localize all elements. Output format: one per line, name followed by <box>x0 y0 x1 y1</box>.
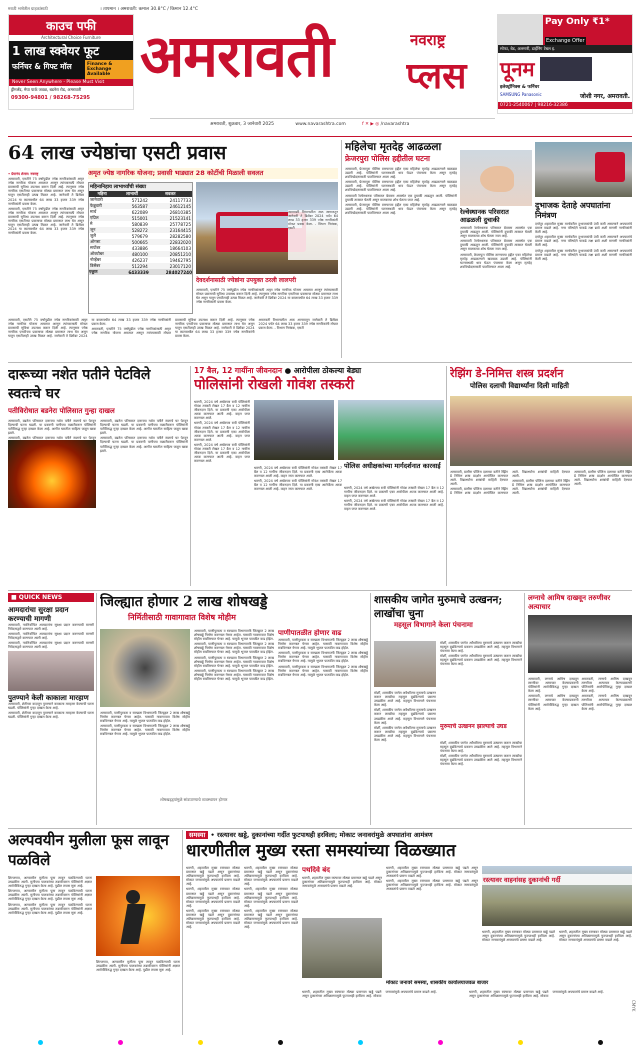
table-row: जुलै 579679 28282580 <box>90 233 191 239</box>
dharni-road-story: समस्या • रस्त्यावर खड्डे, दुकानांच्या गर्दीत फुटपाथही हरविला; मोकाट जनावरांमुळे अपघातांना आमंत्रण धारणीतील मुख्य रस्ता समस्यांच्या विळख्यात धारणी, शहरातील मुख्य रस्त्यावर मोठ्या प्रमाणात खड्डे पडले असून दुकानांच्या अतिक्रमणामुळे फुटपाथही हरविला आहे. मोकाट जनावरांमुळे अपघातांचे प्रमाण वाढले आहे. धारणी, शहरातील मुख्य रस्त्यावर मोठ्या प्रमाणात खड्डे पडले असून दुकानांच्या अतिक्रमणामुळे फुटपाथही हरविला आहे. मोकाट जनावरांमुळे अपघातांचे प्रमाण वाढले आहे. धारणी, शहरातील मुख्य रस्त्यावर मोठ्या प्रमाणात खड्डे पडले असून दुकानांच्या अतिक्रमणामुळे फुटपाथही हरविला आहे. मोकाट जनावरांमुळे अपघातांचे प्रमाण वाढले आहे. धारणी, शहरातील मुख्य रस्त्यावर मोठ्या प्रमाणात खड्डे पडले असून दुकानांच्या अतिक्रमणामुळे फुटपाथही हरविला आहे. मोकाट जनावरांमुळे अपघातांचे प्रमाण वाढले आहे. धारणी, शहरातील मुख्य रस्त्यावर मोठ्या प्रमाणात खड्डे पडले असून दुकानांच्या अतिक्रमणामुळे फुटपाथही हरविला आहे. मोकाट जनावरांमुळे अपघातांचे प्रमाण वाढले आहे. धारणी, शहरातील मुख्य रस्त्यावर मोठ्या प्रमाणात खड्डे पडले असून दुकानांच्या अतिक्रमणामुळे फुटपाथही हरविला आहे. मोकाट जनावरांमुळे अपघातांचे प्रमाण वाढले आहे. पथदिवे बंद धारणी, शहरातील मुख्य रस्त्यावर मोठ्या प्रमाणात खड्डे पडले असून दुकानांच्या अतिक्रमणामुळे फुटपाथही हरविला आहे. मोकाट जनावरांमुळे अपघातांचे प्रमाण वाढले आहे. धारणी, शहरातील मुख्य रस्त्यावर मोठ्या प्रमाणात खड्डे पडले असून दुकानांच्या अतिक्रमणामुळे फुटपाथही हरविला आहे. मोकाट जनावरांमुळे अपघातांचे प्रमाण वाढले आहे. धारणी, शहरातील मुख्य रस्त्यावर मोठ्या प्रमाणात खड्डे पडले असून दुकानांच्या अतिक्रमणामुळे फुटपाथही हरविला आहे. मोकाट जनावरांमुळे अपघातांचे प्रमाण वाढले आहे. रस्त्यावर वाहनांसह दुकानांची गर्दी धारणी, शहरातील मुख्य रस्त्यावर मोठ्या प्रमाणात खड्डे पडले असून दुकानांच्या अतिक्रमणामुळे फुटपाथही हरविला आहे. मोकाट जनावरांमुळे अपघातांचे प्रमाण वाढले आहे. धारणी, शहरातील मुख्य रस्त्यावर मोठ्या प्रमाणात खड्डे पडले असून दुकानांच्या अतिक्रमणामुळे फुटपाथही हरविला आहे. मोकाट जनावरांमुळे अपघातांचे प्रमाण वाढले आहे. मोकाट जनावरे समस्या, शासकीय कार्यालयाजवळ बाजार धारणी, शहरातील मुख्य रस्त्यावर मोठ्या प्रमाणात खड्डे पडले असून दुकानांच्या अतिक्रमणामुळे फुटपाथही हरविला आहे. मोकाट जनावरांमुळे अपघातांचे प्रमाण वाढले आहे. धारणी, शहरातील मुख्य रस्त्यावर मोठ्या प्रमाणात खड्डे पडले असून दुकानांच्या अतिक्रमणामुळे फुटपाथही हरविला आहे. मोकाट जनावरांमुळे अपघातांचे प्रमाण वाढले आहे. <box>186 831 632 999</box>
lead-body: • प्रेमानंद शेलार। नवराष्ट्र अमरावती, एसटीने 75 वर्षांपुढील ज्येष्ठ नागरिकांसाठी अमृत ज्येष्ठ नागरिक योजना अमलात आणून त्यांच्यासाठी मोफत प्रवासाची सुविधा उपलब्ध करून दिली आहे. त्यानुसार ज्येष्ठ नागरिक एसटीच्या प्रवासाचा मोठ्या प्रमाणात लाभ घेत असून यातून एसटीलाही उत्पन्न मिळत आहे. जानेवारी ते डिसेंबर 2024 या कालावधीत 64 लाख 33 हजार 339 ज्येष्ठ नागरिकांनी प्रवास केला. अमरावती, एसटीने 75 वर्षांपुढील ज्येष्ठ नागरिकांसाठी अमृत ज्येष्ठ नागरिक योजना अमलात आणून त्यांच्यासाठी मोफत प्रवासाची सुविधा उपलब्ध करून दिली आहे. त्यानुसार ज्येष्ठ नागरिक एसटीच्या प्रवासाचा मोठ्या प्रमाणात लाभ घेत असून यातून एसटीलाही उत्पन्न मिळत आहे. जानेवारी ते डिसेंबर 2024 या कालावधीत 64 लाख 33 हजार 339 ज्येष्ठ नागरिकांनी प्रवास केला. <box>8 172 84 236</box>
top-note: मराठी भाषेतील ग्राहकांसाठी <box>8 6 48 11</box>
streetlight-photo <box>302 918 382 978</box>
minor-girl-story: अल्पवयीन मुलीला फूस लावून पळविले शिरजगाव, अल्पवयीन मुलीला फूस लावून पळविल्याची घटना उघडकीस आली. मुलीच्या पालकांच्या तक्रारीवरून पोलिसांनी अज्ञात आरोपीविरुद्ध गुन्हा दाखल केला आहे. पुढील तपास सुरू आहे. शिरजगाव, अल्पवयीन मुलीला फूस लावून पळविल्याची घटना उघडकीस आली. मुलीच्या पालकांच्या तक्रारीवरून पोलिसांनी अज्ञात आरोपीविरुद्ध गुन्हा दाखल केला आहे. पुढील तपास सुरू आहे. शिरजगाव, अल्पवयीन मुलीला फूस लावून पळविल्याची घटना उघडकीस आली. मुलीच्या पालकांच्या तक्रारीवरून पोलिसांनी अज्ञात आरोपीविरुद्ध गुन्हा दाखल केला आहे. पुढील तपास सुरू आहे. शिरजगाव, अल्पवयीन मुलीला फूस लावून पळविल्याची घटना उघडकीस आली. मुलीच्या पालकांच्या तक्रारीवरून पोलिसांनी अज्ञात आरोपीविरुद्ध गुन्हा दाखल केला आहे. पुढील तपास सुरू आहे. <box>8 831 180 973</box>
hand-photo <box>460 150 532 206</box>
dateline-bar: अमरावती, शुक्रवार, 3 जानेवारी 2025 www.navarashtra.com f ✕ ▶ ◎ /navarashtra <box>150 118 495 128</box>
soak-pit-photo <box>100 629 190 707</box>
mining-story: शासकीय जागेत मुरुमाचे उत्खनन; लाखोंचा चुना महसूल विभागाने केला पंचनामा मोर्शी, शासकीय जागेत अवैधरित्या मुरुमाचे उत्खनन करून लाखोंचा महसूल बुडविल्याचे प्रकरण उघडकीस आले आहे. महसूल विभागाने पंचनामा केला आहे. मोर्शी, शासकीय जागेत अवैधरित्या मुरुमाचे उत्खनन करून लाखोंचा महसूल बुडविल्याचे प्रकरण उघडकीस आले आहे. महसूल विभागाने पंचनामा केला आहे. मोर्शी, शासकीय जागेत अवैधरित्या मुरुमाचे उत्खनन करून लाखोंचा महसूल बुडविल्याचे प्रकरण उघडकीस आले आहे. महसूल विभागाने पंचनामा केला आहे. मोर्शी, शासकीय जागेत अवैधरित्या मुरुमाचे उत्खनन करून लाखोंचा महसूल बुडविल्याचे प्रकरण उघडकीस आले आहे. महसूल विभागाने पंचनामा केला आहे. मोर्शी, शासकीय जागेत अवैधरित्या मुरुमाचे उत्खनन करून लाखोंचा महसूल बुडविल्याचे प्रकरण उघडकीस आले आहे. महसूल विभागाने पंचनामा केला आहे. मुरुमाचे उत्खनन झाल्याचे उघड मोर्शी, शासकीय जागेत अवैधरित्या मुरुमाचे उत्खनन करून लाखोंचा महसूल बुडविल्याचे प्रकरण उघडकीस आले आहे. महसूल विभागाने पंचनामा केला आहे. मोर्शी, शासकीय जागेत अवैधरित्या मुरुमाचे उत्खनन करून लाखोंचा महसूल बुडविल्याचे प्रकरण उघडकीस आले आहे. महसूल विभागाने पंचनामा केला आहे. <box>374 594 522 767</box>
soak-pit-story: जिल्ह्यात होणार 2 लाख शोषखड्डे निर्मितीसाठी गावागावात विशेष मोहीम अमरावती, पाणीपुरवठा व स्वच्छता विभागातर्फे जिल्ह्यात 2 लाख शोषखड्डे निर्माण करण्यात येणार आहेत. यासाठी गावागावात विशेष मोहीम राबविण्यात येणार आहे. यामुळे भूजल पातळीत वाढ होईल. अमरावती, पाणीपुरवठा व स्वच्छता विभागातर्फे जिल्ह्यात 2 लाख शोषखड्डे निर्माण करण्यात येणार आहेत. यासाठी गावागावात विशेष मोहीम राबविण्यात येणार आहे. यामुळे भूजल पातळीत वाढ होईल. अमरावती, पाणीपुरवठा व स्वच्छता विभागातर्फे जिल्ह्यात 2 लाख शोषखड्डे निर्माण करण्यात येणार आहेत. यासाठी गावागावात विशेष मोहीम राबविण्यात येणार आहे. यामुळे भूजल पातळीत वाढ होईल. अमरावती, पाणीपुरवठा व स्वच्छता विभागातर्फे जिल्ह्यात 2 लाख शोषखड्डे निर्माण करण्यात येणार आहेत. यासाठी गावागावात विशेष मोहीम राबविण्यात येणार आहे. यामुळे भूजल पातळीत वाढ होईल. अमरावती, पाणीपुरवठा व स्वच्छता विभागातर्फे जिल्ह्यात 2 लाख शोषखड्डे निर्माण करण्यात येणार आहेत. यासाठी गावागावात विशेष मोहीम राबविण्यात येणार आहे. यामुळे भूजल पातळीत वाढ होईल. अमरावती, पाणीपुरवठा व स्वच्छता विभागातर्फे जिल्ह्यात 2 लाख शोषखड्डे निर्माण करण्यात येणार आहेत. यासाठी गावागावात विशेष मोहीम राबविण्यात येणार आहे. यामुळे भूजल पातळीत वाढ होईल. पाणीपातळीत होणार वाढ अमरावती, पाणीपुरवठा व स्वच्छता विभागातर्फे जिल्ह्यात 2 लाख शोषखड्डे निर्माण करण्यात येणार आहेत. यासाठी गावागावात विशेष मोहीम राबविण्यात येणार आहे. यामुळे भूजल पातळीत वाढ होईल. अमरावती, पाणीपुरवठा व स्वच्छता विभागातर्फे जिल्ह्यात 2 लाख शोषखड्डे निर्माण करण्यात येणार आहेत. यासाठी गावागावात विशेष मोहीम राबविण्यात येणार आहे. यामुळे भूजल पातळीत वाढ होईल. अमरावती, पाणीपुरवठा व स्वच्छता विभागातर्फे जिल्ह्यात 2 लाख शोषखड्डे निर्माण करण्यात येणार आहेत. यासाठी गावागावात विशेष मोहीम राबविण्यात येणार आहे. यामुळे भूजल पातळीत वाढ होईल. शोषखड्ड्यांमुळे सांडपाण्याचे व्यवस्थापन होणार <box>100 593 368 825</box>
social-icons[interactable]: f ✕ ▶ ◎ <box>362 122 380 127</box>
bike-story: रेल्वेस्थानक परिसरात आढळली दुचाकी अमरावती रेल्वेस्थानक परिसरात बेवारस अवस्थेत एक दुचाकी आढळून आली. पोलिसांनी दुचाकी ताब्यात घेतली असून मालकाचा शोध घेतला जात आहे. अमरावती रेल्वेस्थानक परिसरात बेवारस अवस्थेत एक दुचाकी आढळून आली. पोलिसांनी दुचाकी ताब्यात घेतली असून मालकाचा शोध घेतला जात आहे. अमरावती, फ्रेजरपुरा पोलिस ठाण्याच्या हद्दीत एका महिलेचा मृतदेह आढळल्याने खळबळ उडाली आहे. पोलिसांनी घटनास्थळी धाव घेऊन पंचनामा केला असून मृतदेह शवविच्छेदनासाठी पाठविण्यात आला आहे. <box>460 208 532 269</box>
divider-photo <box>535 142 632 197</box>
cmyk-mark: CMYK <box>631 1000 636 1012</box>
house-fire-story: दारूच्या नशेत पतीने पेटविले स्वतःचे घर पतीविरोधात बडनेरा पोलिसात गुन्हा दाखल अमरावती, बडनेरा परिसरात दारूच्या नशेत पतीने स्वतःचे घर पेटवून दिल्याची घटना घडली. या प्रकरणी पत्नीच्या तक्रारीवरून पोलिसांनी पतीविरुद्ध गुन्हा दाखल केला आहे. आगीत घरातील साहित्य जळून खाक झाले. अमरावती, बडनेरा परिसरात दारूच्या नशेत पतीने स्वतःचे घर पेटवून अमरावती, बडनेरा परिसरात दारूच्या नशेत पतीने स्वतःचे घर पेटवून दिल्याची घटना घडली. या प्रकरणी पत्नीच्या तक्रारीवरून पोलिसांनी पतीविरुद्ध गुन्हा दाखल केला आहे. आगीत घरातील साहित्य जळून खाक झाले. अमरावती, बडनेरा परिसरात दारूच्या नशेत पतीने स्वतःचे घर पेटवून दिल्याची घटना घडली. या प्रकरणी पत्नीच्या तक्रारीवरून पोलिसांनी पतीविरुद्ध गुन्हा दाखल केला आहे. आगीत घरातील साहित्य जळून खाक झाले. <box>8 367 188 453</box>
table-row: फेब्रुवारी 563587 24612145 <box>90 203 191 209</box>
mining-photo <box>374 641 436 687</box>
police-photo <box>254 400 334 460</box>
assault-story: लग्नाचे आमिष दाखवून तरुणीवर अत्याचार अमरावती, लग्नाचे आमिष दाखवून तरुणीवर अत्याचार केल्याप्रकरणी पोलिसांनी आरोपीविरुद्ध गुन्हा दाखल केला आहे. अमरावती, लग्नाचे आमिष दाखवून तरुणीवर अत्याचार केल्याप्रकरणी पोलिसांनी आरोपीविरुद्ध गुन्हा दाखल केला आहे. अमरावती, लग्नाचे आमिष दाखवून तरुणीवर अत्याचार केल्याप्रकरणी पोलिसांनी आरोपीविरुद्ध गुन्हा दाखल केला आहे. अमरावती, लग्नाचे आमिष दाखवून तरुणीवर अत्याचार केल्याप्रकरणी पोलिसांनी आरोपीविरुद्ध गुन्हा दाखल केला आहे. <box>528 593 632 711</box>
table-row: जानेवारी 571242 24117733 <box>90 197 191 203</box>
table-row: नोव्हेंबर 426237 19462795 <box>90 257 191 263</box>
right-ad: Pay Only ₹1* Exchange Offer सोफा, बेड, अलमारी, डाईनिंग टेबल इ. पूनम इलेक्ट्रॉनिक्स & फर्निचर SAMSUNG Panasonic जोशी नगर, अमरावती. 0721-2540067 | 98216-32386 <box>497 14 633 114</box>
registration-marks <box>0 1040 640 1048</box>
lead-kicker: अमृत ज्येष्ठ नागरिक योजना; प्रवासी भाड्यात 28 कोटींची मिळाली सवलत <box>88 168 338 179</box>
assault-photo <box>528 615 632 673</box>
lead-headline: 64 लाख ज्येष्ठांचा एसटी प्रवास <box>8 142 227 164</box>
store-image <box>540 57 592 81</box>
vehicle-photo <box>338 400 444 460</box>
lead-story <box>8 140 338 335</box>
quick-news: ■ QUICK NEWS आमदारांचा सुरक्षा प्रदान करण्याची मागणी अमरावती, नवनिर्वाचित आमदारांना सुरक्षा प्रदान करण्याची मागणी निवेदनाद्वारे करण्यात आली आहे. अमरावती, नवनिर्वाचित आमदारांना सुरक्षा प्रदान करण्याची मागणी निवेदनाद्वारे करण्यात आली आहे. अमरावती, नवनिर्वाचित आमदारांना सुरक्षा प्रदान करण्याची मागणी निवेदनाद्वारे करण्यात आली आहे. पुतण्याने केली काकाला मारहाण अमरावती, शेतीच्या वादातून पुतण्याने काकाला मारहाण केल्याची घटना घडली. पोलिसांनी गुन्हा दाखल केला आहे. अमरावती, शेतीच्या वादातून पुतण्याने काकाला मारहाण केल्याची घटना घडली. पोलिसांनी गुन्हा दाखल केला आहे. <box>8 594 94 719</box>
quick-news-icon: ■ <box>11 594 19 601</box>
left-ad: काउच पफी Architectural Choice Furniture 1 लाख स्क्वेयर फूट फर्निचर & गिफ्ट मॉल Finance & Exchange Available Never Seen Anywhere - Please Must Visit ड्रीमलँड, मेघा पार्क जवळ, बडनेरा रोड, अमरावती 09300-94801 / 98268-75295 <box>8 14 134 110</box>
police-caption: पोलिस अधीक्षकांच्या मार्गदर्शनात कारवाई <box>344 462 441 470</box>
table-row: ऑगस्ट 500665 22832020 <box>90 239 191 245</box>
lead-body-continued: अमरावती, एसटीने 75 वर्षांपुढील ज्येष्ठ नागरिकांसाठी अमृत ज्येष्ठ नागरिक योजना अमलात आणून त्यांच्यासाठी मोफत प्रवासाची सुविधा उपलब्ध करून दिली आहे. त्यानुसार ज्येष्ठ नागरिक एसटीच्या प्रवासाचा मोठ्या प्रमाणात लाभ घेत असून यातून एसटीलाही उत्पन्न मिळत आहे. जानेवारी ते डिसेंबर 2024 या कालावधीत 64 लाख 33 हजार 339 ज्येष्ठ नागरिकांनी प्रवास केला. अमरावती, एसटीने 75 वर्षांपुढील ज्येष्ठ नागरिकांसाठी अमृत ज्येष्ठ नागरिक योजना अमलात आणून त्यांच्यासाठी मोफत प्रवासाची सुविधा उपलब्ध करून दिली आहे. त्यानुसार ज्येष्ठ नागरिक एसटीच्या प्रवासाचा मोठ्या प्रमाणात लाभ घेत असून यातून एसटीलाही उत्पन्न मिळत आहे. जानेवारी ते डिसेंबर 2024 या कालावधीत 64 लाख 33 हजार 339 ज्येष्ठ नागरिकांनी प्रवास केला. अमरावती विभागातील आठ आगारातून जानेवारी ते डिसेंबर 2024 पर्यंत 64 लाख 33 हजार 339 ज्येष्ठ नागरिकांनी मोफत प्रवास केला. - विभाग नियंत्रक, एसटी <box>8 318 338 339</box>
masthead-logo: अमरावती नवराष्ट्र प्लस <box>140 22 467 97</box>
quick-photo <box>8 651 94 691</box>
appliance-image <box>498 15 543 45</box>
woman-body-story: महिलेचा मृतदेह आढळला फ्रेजरपुरा पोलिस हद्दीतील घटना अमरावती, फ्रेजरपुरा पोलिस ठाण्याच्या हद्दीत एका महिलेचा मृतदेह आढळल्याने खळबळ उडाली आहे. पोलिसांनी घटनास्थळी धाव घेऊन पंचनामा केला असून मृतदेह शवविच्छेदनासाठी पाठविण्यात आला आहे. अमरावती, फ्रेजरपुरा पोलिस ठाण्याच्या हद्दीत एका महिलेचा मृतदेह आढळल्याने खळबळ उडाली आहे. पोलिसांनी घटनास्थळी धाव घेऊन पंचनामा केला असून मृतदेह शवविच्छेदनासाठी पाठविण्यात आला आहे. अमरावती रेल्वेस्थानक परिसरात बेवारस अवस्थेत एक दुचाकी आढळून आली. पोलिसांनी दुचाकी ताब्यात घेतली असून मालकाचा शोध घेतला जात आहे. अमरावती, फ्रेजरपुरा पोलिस ठाण्याच्या हद्दीत एका महिलेचा मृतदेह आढळल्याने खळबळ उडाली आहे. पोलिसांनी घटनास्थळी धाव घेऊन पंचनामा केला असून मृतदेह शवविच्छेदनासाठी पाठविण्यात आला आहे. <box>345 141 457 215</box>
table-row: डिसेंबर 512294 23017120 <box>90 263 191 269</box>
cattle-smuggling-story: 17 बैल, 12 गायींना जीवनदान ● आरोपीला ठोकल्या बेड्या पोलिसांनी रोखली गोवंश तस्करी धारणी, 2024 वर्ष अखेरच्या रात्री पोलिसांनी गोवंश तस्करी रोखत 17 बैल व 12 गायींना जीवनदान दिले. या प्रकरणी एका आरोपीला अटक करण्यात आली आहे. वाहन जप्त करण्यात आले. धारणी, 2024 वर्ष अखेरच्या रात्री पोलिसांनी गोवंश तस्करी रोखत 17 बैल व 12 गायींना जीवनदान दिले. या प्रकरणी एका आरोपीला अटक करण्यात आली आहे. वाहन जप्त करण्यात आले. धारणी, 2024 वर्ष अखेरच्या रात्री पोलिसांनी गोवंश तस्करी रोखत 17 बैल व 12 गायींना जीवनदान दिले. या प्रकरणी एका आरोपीला अटक करण्यात आली आहे. वाहन जप्त करण्यात आले. पोलिस अधीक्षकांच्या मार्गदर्शनात कारवाई धारणी, 2024 वर्ष अखेरच्या रात्री पोलिसांनी गोवंश तस्करी रोखत 17 बैल व 12 गायींना जीवनदान दिले. या प्रकरणी एका आरोपीला अटक करण्यात आली आहे. वाहन जप्त करण्यात आले. धारणी, 2024 वर्ष अखेरच्या रात्री पोलिसांनी गोवंश तस्करी रोखत 17 बैल व 12 गायींना जीवनदान दिले. या प्रकरणी एका आरोपीला अटक करण्यात आली आहे. वाहन जप्त करण्यात आले. धारणी, 2024 वर्ष अखेरच्या रात्री पोलिसांनी गोवंश तस्करी रोखत 17 बैल व 12 गायींना जीवनदान दिले. या प्रकरणी एका आरोपीला अटक करण्यात आली आहे. वाहन जप्त करण्यात आले. धारणी, 2024 वर्ष अखेरच्या रात्री पोलिसांनी गोवंश तस्करी रोखत 17 बैल व 12 गायींना जीवनदान दिले. या प्रकरणी एका आरोपीला अटक करण्यात आली आहे. वाहन जप्त करण्यात आले. <box>194 366 444 512</box>
exhibition-photo <box>450 396 632 466</box>
lead-quote: अमरावती विभागातील आठ आगारातून जानेवारी ते डिसेंबर 2024 पर्यंत 64 लाख 33 हजार 339 ज्येष्ठ नागरिकांनी मोफत प्रवास केला. - विभाग नियंत्रक, एसटी <box>288 210 338 260</box>
table-body: महिना लाभार्थी सवलत जानेवारी 571242 24117733 फेब्रुवारी 563587 24612145 मार्च 622089 26810385 एप्रिल 515001 21523141 मे 580839 25778725 जून 528272 23164415 जुलै 579679 28282580 ऑगस्ट 500665 22832020 सप्टेंबर 433886 18664103 ऑक्टोबर 480100 20851210 नोव्हेंबर 426237 19462795 डिसेंबर 512294 23017120 एकूण 6433339 284027240 <box>89 191 192 275</box>
girl-silhouette-photo <box>96 876 180 956</box>
raising-day-story: रेझिंग डे-निमित्त शस्त्र प्रदर्शन पोलिस दलाची विद्यार्थ्यांना दिली माहिती अमरावती, ग्रामीण पोलिस दलाच्या वतीने रेझिंग डे निमित्त शस्त्र प्रदर्शन आयोजित करण्यात आले. विद्यार्थ्यांना शस्त्रांची माहिती देण्यात आली. अमरावती, ग्रामीण पोलिस दलाच्या वतीने रेझिंग डे निमित्त शस्त्र प्रदर्शन आयोजित करण्यात आले. विद्यार्थ्यांना शस्त्रांची माहिती देण्यात आली. अमरावती, ग्रामीण पोलिस दलाच्या वतीने रेझिंग डे निमित्त शस्त्र प्रदर्शन आयोजित करण्यात आले. विद्यार्थ्यांना शस्त्रांची माहिती देण्यात आली. अमरावती, ग्रामीण पोलिस दलाच्या वतीने रेझिंग डे निमित्त शस्त्र प्रदर्शन आयोजित करण्यात आले. विद्यार्थ्यांना शस्त्रांची माहिती देण्यात आली. <box>450 367 632 496</box>
photo-caption: देवदर्शनासाठी ज्येष्ठांना उपयुक्त ठरली लालपरी <box>196 277 297 284</box>
caption-body: अमरावती, एसटीने 75 वर्षांपुढील ज्येष्ठ नागरिकांसाठी अमृत ज्येष्ठ नागरिक योजना अमलात आणून त्यांच्यासाठी मोफत प्रवासाची सुविधा उपलब्ध करून दिली आहे. त्यानुसार ज्येष्ठ नागरिक एसटीच्या प्रवासाचा मोठ्या प्रमाणात लाभ घेत असून यातून एसटीलाही उत्पन्न मिळत आहे. जानेवारी ते डिसेंबर 2024 या कालावधीत 64 लाख 33 हजार 339 ज्येष्ठ नागरिकांनी प्रवास केला. <box>196 288 338 305</box>
table-row: जून 528272 23164415 <box>90 227 191 233</box>
beneficiary-table: महिनानिहाय लाभार्थ्यांची संख्या महिना लाभार्थी सवलत जानेवारी 571242 24117733 फेब्रुवारी 563587 24612145 मार्च 622089 26810385 एप्रिल 515001 21523141 मे 580839 25778725 जून 528272 23164415 जुलै 579679 28282580 ऑगस्ट 500665 22832020 सप्टेंबर 433886 18664103 ऑक्टोबर 480100 20851210 नोव्हेंबर 426237 19462795 डिसेंबर 512294 23017120 एकूण 6433339 284027240 <box>88 182 193 314</box>
masthead <box>0 0 640 135</box>
table-total-row: एकूण 6433339 284027240 <box>89 269 192 275</box>
weather-info: । तापमान । अमरावती: कमाल 30.8°C / किमान 12.4°C <box>100 7 199 12</box>
table-row: मे 580839 25778725 <box>90 221 191 227</box>
table-row: मार्च 622089 26810385 <box>90 209 191 215</box>
table-row: एप्रिल 515001 21523141 <box>90 215 191 221</box>
fire-photo <box>8 440 96 508</box>
table-row: सप्टेंबर 433886 18664103 <box>90 245 191 251</box>
table-row: ऑक्टोबर 480100 20851210 <box>90 251 191 257</box>
divider-story: दुभाजक देताहे अपघातांना निमंत्रण दर्यापूर शहरातील मुख्य मार्गावरील दुभाजकांची उंची कमी असल्याने अपघातांचे प्रमाण वाढले आहे. नगर परिषदेने याकडे लक्ष द्यावे अशी मागणी नागरिकांनी केली आहे. दर्यापूर शहरातील मुख्य मार्गावरील दुभाजकांची उंची कमी असल्याने अपघातांचे प्रमाण वाढले आहे. नगर परिषदेने याकडे लक्ष द्यावे अशी मागणी नागरिकांनी केली आहे. दर्यापूर शहरातील मुख्य मार्गावरील दुभाजकांची उंची कमी असल्याने अपघातांचे प्रमाण वाढले आहे. नगर परिषदेने याकडे लक्ष द्यावे अशी मागणी नागरिकांनी केली आहे. <box>535 200 632 261</box>
soak-pit-caption: शोषखड्ड्यांमुळे सांडपाण्याचे व्यवस्थापन होणार <box>160 797 228 802</box>
